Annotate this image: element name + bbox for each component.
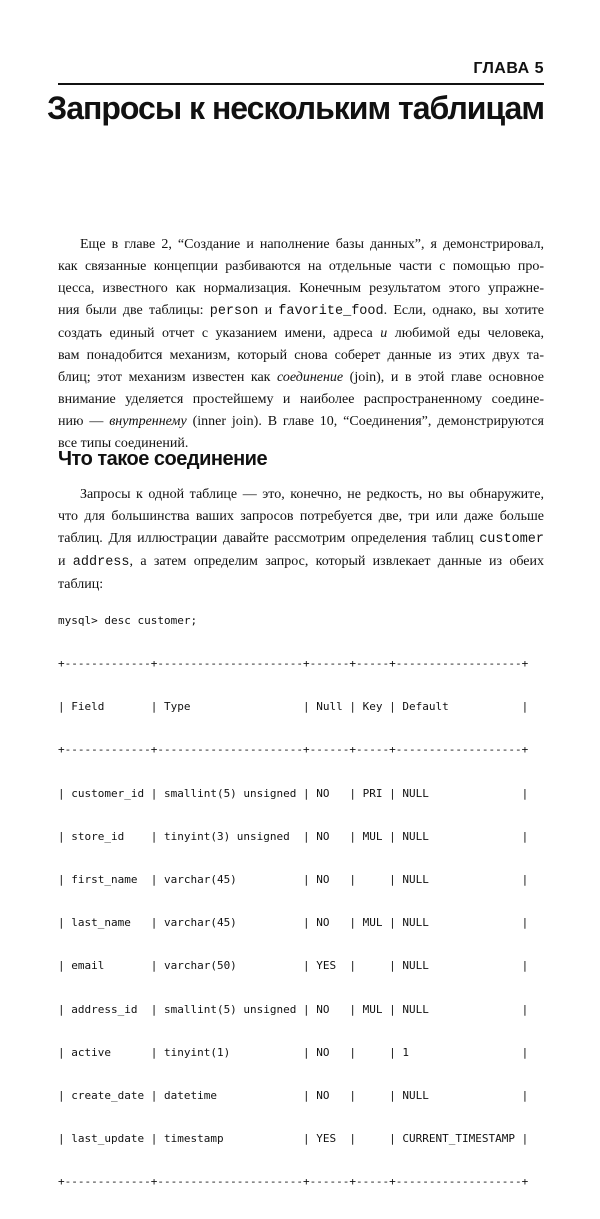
- text-line: создать единый отчет с указанием имени, адреса и любимой еды человека,: [58, 326, 544, 341]
- text-line: нию — внутреннему (inner join). В главе 10, “Соединения”, демонстрируются: [58, 414, 544, 429]
- code-term-favorite-food: favorite_food: [278, 304, 384, 319]
- code-line: | customer_id | smallint(5) unsigned | NO | PRI | NULL |: [58, 786, 529, 800]
- text-line: внимание уделяется простейшему и наиболее распространенному соедине-: [58, 392, 544, 407]
- code-line: | create_date | datetime | NO | | NULL |: [58, 1089, 529, 1103]
- intro-paragraph: [58, 234, 544, 455]
- text-line: таблиц:: [58, 577, 104, 592]
- code-listing: [58, 585, 548, 1219]
- section-paragraph: [58, 484, 544, 596]
- code-line: +-------------+----------------------+------+-----+-------------------+: [58, 743, 529, 757]
- text-line: как связанные концепции разбиваются на отдельные части с помощью про-: [58, 259, 544, 274]
- code-line: | active | tinyint(1) | NO | | 1 |: [58, 1045, 529, 1059]
- text-line: Еще в главе 2, “Создание и наполнение базы данных”, я демонстрировал,: [80, 237, 544, 252]
- code-line: | last_update | timestamp | YES | | CURRENT_TIMESTAMP |: [58, 1132, 529, 1146]
- text-line: блиц; этот механизм известен как соединение (join), и в этой главе основное: [58, 370, 544, 385]
- code-line: +-------------+----------------------+------+-----+-------------------+: [58, 1175, 529, 1189]
- text-line: и address, а затем определим запрос, который извлекает данные из обеих: [58, 554, 544, 570]
- code-line: mysql> desc customer;: [58, 613, 198, 627]
- code-term-address: address: [72, 555, 130, 570]
- text-line: цесса, известного как нормализация. Конечным результатом этого упражне-: [58, 281, 544, 296]
- chapter-title: Запросы к нескольким таблицам: [47, 90, 544, 126]
- term-inner-join: внутреннему: [109, 414, 187, 429]
- code-line: | first_name | varchar(45) | NO | | NULL |: [58, 873, 529, 887]
- code-line: | email | varchar(50) | YES | | NULL |: [58, 959, 529, 973]
- chapter-rule: [58, 83, 544, 85]
- code-line: | Field | Type | Null | Key | Default |: [58, 700, 529, 714]
- section-heading: Что такое соединение: [58, 448, 268, 470]
- code-line: | address_id | smallint(5) unsigned | NO | MUL | NULL |: [58, 1002, 529, 1016]
- code-line: | store_id | tinyint(3) unsigned | NO | MUL | NULL |: [58, 829, 529, 843]
- term-join: соединение: [277, 370, 344, 385]
- text-line: вам понадобится механизм, который снова соберет данные из этих двух та-: [58, 348, 544, 363]
- text-line: Запросы к одной таблице — это, конечно, не редкость, но вы обнаружите,: [80, 487, 544, 502]
- text-line: ния были две таблицы: person и favorite_food. Если, однако, вы хотите: [58, 303, 544, 319]
- text-line: все типы соединений.: [58, 436, 189, 451]
- chapter-label: ГЛАВА 5: [473, 60, 544, 77]
- code-line: +-------------+----------------------+------+-----+-------------------+: [58, 657, 529, 671]
- text-line: что для большинства ваших запросов потребуется две, три или даже больше: [58, 509, 544, 524]
- code-line: | last_name | varchar(45) | NO | MUL | NULL |: [58, 916, 529, 930]
- code-term-person: person: [209, 304, 259, 319]
- code-term-customer: customer: [479, 532, 544, 547]
- text-line: таблиц. Для иллюстрации давайте рассмотрим определения таблиц customer: [58, 531, 544, 547]
